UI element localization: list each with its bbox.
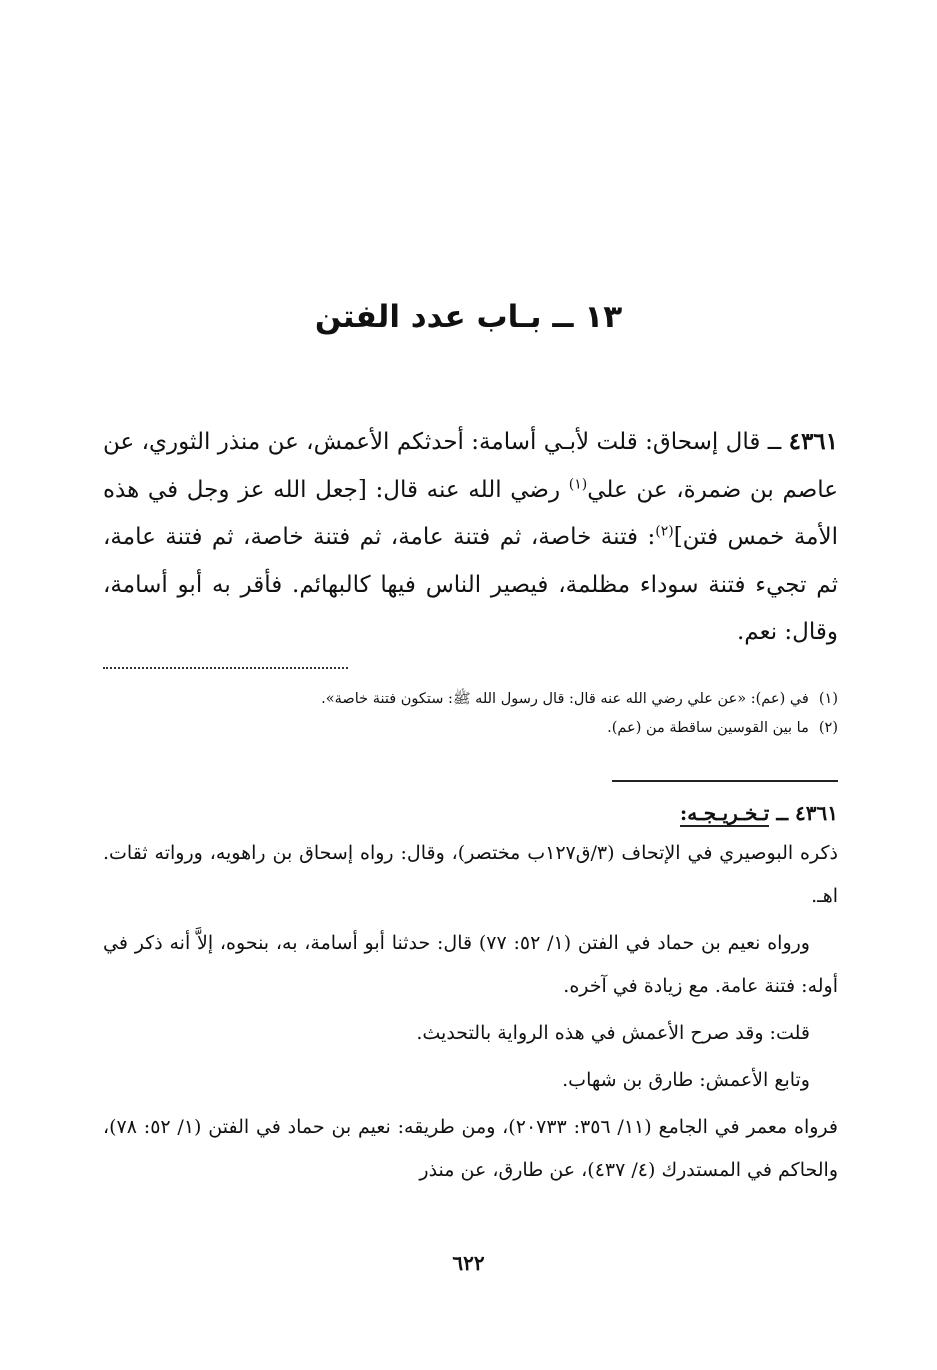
- hadith-number: ٤٣٦١: [788, 428, 839, 455]
- hadith-text: [103, 418, 838, 657]
- footnote-item: [103, 685, 838, 714]
- footnote-text: ما بين القوسين ساقطة من (عم).: [607, 719, 809, 736]
- takhrij-title: تـخـريـجـه:: [679, 800, 770, 825]
- footnote-ref-1: (١): [568, 475, 588, 492]
- footnote-item: [103, 714, 838, 743]
- hadith-text-part1: ــ قال إسحاق: قلت لأبـي أسامة: أحدثكم الأعمش، عن منذر الثوري، عن عاصم بن ضمرة، عن علي: [103, 429, 839, 503]
- hadith-text-part3: : فتنة خاصة، ثم فتنة عامة، ثم فتنة خاصة، ثم فتنة عامة، ثم تجيء فتنة سوداء مظلمة، فيصير الناس فيها كالبهائم. فأقر به أبو أسامة، وقال: نعم.: [103, 524, 838, 646]
- page-number: ٦٢٢: [452, 1251, 485, 1275]
- takhrij-paragraph: وتابع الأعمش: طارق بن شهاب.: [562, 1068, 810, 1091]
- takhrij-paragraph: قلت: وقد صرح الأعمش في هذه الرواية بالتحديث.: [416, 1021, 810, 1044]
- takhrij-paragraph: ورواه نعيم بن حماد في الفتن (١/ ٥٢: ٧٧) قال: حدثنا أبو أسامة، به، بنحوه، إلاَّ أنه ذكر في أوله: فتنة عامة. مع زيادة في آخره.: [103, 931, 838, 997]
- takhrij-number: ٤٣٦١ ــ: [776, 800, 838, 825]
- takhrij-paragraph: فرواه معمر في الجامع (١١/ ٣٥٦: ٢٠٧٣٣)، ومن طريقه: نعيم بن حماد في الفتن (١/ ٥٢: ٧٨)، والحاكم في المستدرك (٤/ ٤٣٧)، عن طارق، عن منذر: [103, 1115, 839, 1181]
- page-content: [103, 418, 838, 1192]
- footnote-separator: [103, 667, 348, 669]
- footnotes: [103, 685, 838, 743]
- takhrij-heading: [103, 798, 838, 828]
- footnote-text: في (عم): «عن علي رضي الله عنه قال: قال رسول الله ﷺ: ستكون فتنة خاصة».: [321, 690, 809, 707]
- footnote-number: (٢): [818, 719, 838, 736]
- footnote-ref-2: (٢): [655, 523, 674, 540]
- section-divider: [612, 780, 838, 782]
- takhrij-paragraph: ذكره البوصيري في الإتحاف (٣/ق١٢٧ب مختصر)، وقال: رواه إسحاق بن راهويه، ورواته ثقات. اهـ.: [103, 841, 838, 907]
- hadith-text-part2: رضي الله عنه قال: [جعل الله عز وجل في هذه الأمة خمس فتن]: [103, 476, 838, 551]
- chapter-title: ١٣ ــ بـاب عدد الفتن: [314, 299, 623, 335]
- footnote-number: (١): [818, 690, 838, 707]
